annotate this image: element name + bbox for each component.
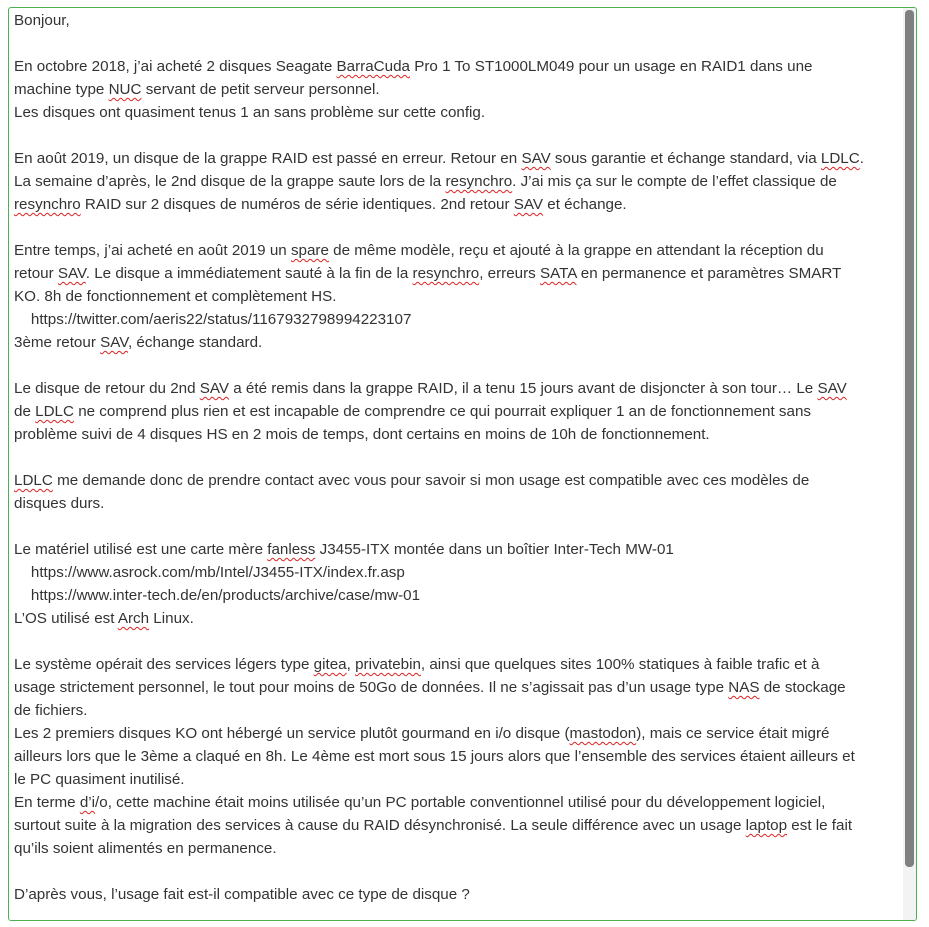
text-line <box>14 170 902 193</box>
text-line <box>14 722 902 745</box>
text-segment: et échange. <box>543 196 627 213</box>
text-segment: ailleurs lors que le 3ème a claqué en 8h. Le 4ème est mort sous 15 jours alors que l’ensemble des services étaient ailleurs et <box>14 748 855 765</box>
text-segment: 3ème retour <box>14 334 101 351</box>
misspelled-word: SAV <box>521 150 551 167</box>
text-line <box>14 745 902 768</box>
text-segment: servant de petit serveur personnel. <box>141 81 380 98</box>
text-segment: , échange standard. <box>127 334 263 351</box>
misspelled-word: resynchro <box>14 196 81 213</box>
misspelled-word: SAV <box>199 380 230 397</box>
text-segment: de fichiers. <box>14 702 88 719</box>
text-segment: En août 2019, un disque de la grappe RAID est passé en erreur. Retour en <box>14 150 522 167</box>
blank-line <box>14 630 902 653</box>
text-segment: /o, cette machine était moins utilisée qu’un PC portable conventionnel utilisé pour du développement logiciel, <box>95 794 826 811</box>
text-segment: . Le disque a immédiatement sauté à la fin de la <box>85 265 413 282</box>
text-segment: de même modèle, reçu et ajouté à la grappe en attendant la réception du <box>328 242 824 259</box>
text-line <box>14 285 902 308</box>
misspelled-word: fanless <box>267 541 316 558</box>
text-segment: Pro 1 To ST1000LM049 pour un usage en RAID1 dans une <box>410 58 813 75</box>
misspelled-word: SAV <box>513 196 544 213</box>
text-line <box>14 492 902 515</box>
text-line <box>14 423 902 446</box>
text-segment: En terme <box>14 794 80 811</box>
text-segment: La semaine d’après, le 2nd disque de la grappe saute lors de la <box>14 173 446 190</box>
text-line <box>14 308 902 331</box>
blank-line <box>14 32 902 55</box>
text-segment: est le fait <box>787 817 853 834</box>
text-line <box>14 561 902 584</box>
text-segment: de stockage <box>759 679 846 696</box>
message-textarea[interactable] <box>8 7 917 921</box>
scrollbar-thumb[interactable] <box>905 10 914 867</box>
text-segment: Entre temps, j’ai acheté en août 2019 un <box>14 242 291 259</box>
text-line <box>14 584 902 607</box>
blank-line <box>14 216 902 239</box>
text-line <box>14 377 902 400</box>
misspelled-word: mastodon <box>569 725 637 742</box>
misspelled-word: SAV <box>57 265 86 282</box>
text-segment: https://www.inter-tech.de/en/products/archive/case/mw-01 <box>14 587 421 604</box>
text-segment: . <box>859 150 864 167</box>
text-line <box>14 78 902 101</box>
text-segment: , erreurs <box>479 265 540 282</box>
text-segment: Les disques ont quasiment tenus 1 an sans problème sur cette config. <box>14 104 486 121</box>
text-segment: Bonjour, <box>14 12 70 29</box>
text-line <box>14 55 902 78</box>
misspelled-word: gitea <box>313 656 347 673</box>
text-line <box>14 469 902 492</box>
misspelled-word: LDLC <box>14 472 53 489</box>
text-line <box>14 883 902 906</box>
text-segment: surtout suite à la migration des services à cause du RAID désynchronisé. La seule différence avec un usage <box>14 817 746 834</box>
text-segment: usage strictement personnel, le tout pour moins de 50Go de données. Il ne s’agissait pas d’un usage type <box>14 679 729 696</box>
blank-line <box>14 515 902 538</box>
text-line <box>14 239 902 262</box>
text-line <box>14 262 902 285</box>
text-segment: problème suivi de 4 disques HS en 2 mois de temps, dont certains en moins de 10h de fonctionnement. <box>14 426 710 443</box>
text-segment: retour <box>14 265 58 282</box>
text-line <box>14 538 902 561</box>
blank-line <box>14 124 902 147</box>
text-segment: https://twitter.com/aeris22/status/1167932798994223107 <box>14 311 412 328</box>
text-line <box>14 331 902 354</box>
blank-line <box>14 860 902 883</box>
text-segment: Le matériel utilisé est une carte mère <box>14 541 268 558</box>
text-segment: me demande donc de prendre contact avec vous pour savoir si mon usage est compatible avec ces modèles de <box>52 472 810 489</box>
vertical-scrollbar[interactable] <box>903 8 916 920</box>
text-segment: de <box>14 403 36 420</box>
misspelled-word: NAS <box>728 679 760 696</box>
misspelled-word: NUC <box>108 81 142 98</box>
misspelled-word: LDLC <box>35 403 74 420</box>
misspelled-word: d’i <box>79 794 96 811</box>
message-text[interactable] <box>14 9 902 906</box>
text-segment: KO. 8h de fonctionnement et complètement HS. <box>14 288 337 305</box>
text-segment: sous garantie et échange standard, via <box>550 150 821 167</box>
text-segment: machine type <box>14 81 109 98</box>
text-segment: ne comprend plus rien et est incapable de comprendre ce qui pourrait expliquer 1 an de fonctionnement sans <box>73 403 812 420</box>
text-line <box>14 791 902 814</box>
text-segment: J3455-ITX montée dans un boîtier Inter-Tech MW-01 <box>315 541 674 558</box>
text-segment: le PC quasiment inutilisé. <box>14 771 185 788</box>
text-segment: qu’ils soient alimentés en permanence. <box>14 840 277 857</box>
text-line <box>14 9 902 32</box>
misspelled-word: LDLC <box>820 150 860 167</box>
text-line <box>14 699 902 722</box>
text-line <box>14 400 902 423</box>
text-segment: En octobre 2018, j’ai acheté 2 disques Seagate <box>14 58 337 75</box>
text-line <box>14 193 902 216</box>
text-line <box>14 837 902 860</box>
blank-line <box>14 446 902 469</box>
text-segment: , ainsi que quelques sites 100% statiques à faible trafic et à <box>420 656 820 673</box>
misspelled-word: laptop <box>745 817 788 834</box>
text-segment: Le système opérait des services légers type <box>14 656 314 673</box>
text-line <box>14 607 902 630</box>
text-segment: en permanence et paramètres SMART <box>576 265 842 282</box>
misspelled-word: SAV <box>817 380 847 397</box>
text-line <box>14 814 902 837</box>
misspelled-word: SAV <box>100 334 128 351</box>
misspelled-word: SATA <box>539 265 577 282</box>
text-segment: Linux. <box>149 610 194 627</box>
text-line <box>14 653 902 676</box>
misspelled-word: spare <box>290 242 329 259</box>
text-segment: L’OS utilisé est <box>14 610 118 627</box>
misspelled-word: privatebin <box>355 656 421 673</box>
text-line <box>14 147 902 170</box>
misspelled-word: BarraCuda <box>336 58 410 75</box>
text-line <box>14 768 902 791</box>
text-segment: ), mais ce service était migré <box>636 725 830 742</box>
misspelled-word: resynchro <box>412 265 480 282</box>
text-line <box>14 101 902 124</box>
blank-line <box>14 354 902 377</box>
misspelled-word: Arch <box>117 610 150 627</box>
text-segment: Le disque de retour du 2nd <box>14 380 200 397</box>
text-segment: . J’ai mis ça sur le compte de l’effet classique de <box>512 173 837 190</box>
text-segment: a été remis dans la grappe RAID, il a tenu 15 jours avant de disjoncter à son tour… Le <box>229 380 818 397</box>
text-segment: RAID sur 2 disques de numéros de série identiques. 2nd retour <box>80 196 514 213</box>
misspelled-word: resynchro <box>445 173 513 190</box>
text-segment: , <box>346 656 356 673</box>
text-segment: Les 2 premiers disques KO ont hébergé un service plutôt gourmand en i/o disque ( <box>14 725 570 742</box>
text-segment: disques durs. <box>14 495 105 512</box>
text-segment: https://www.asrock.com/mb/Intel/J3455-ITX/index.fr.asp <box>14 564 405 581</box>
text-line <box>14 676 902 699</box>
text-segment: D’après vous, l’usage fait est-il compatible avec ce type de disque ? <box>14 886 470 903</box>
